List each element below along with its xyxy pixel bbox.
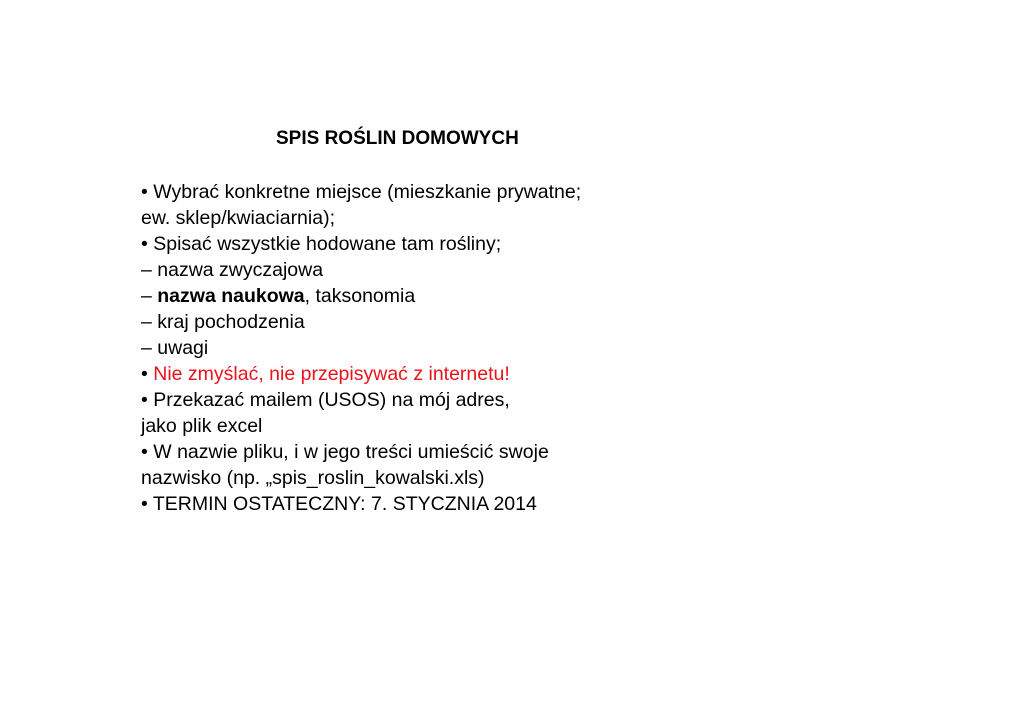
instruction-warning-text: Nie zmyślać, nie przepisywać z internetu!: [153, 363, 510, 385]
instruction-file-name-continued: nazwisko (np. „spis_roslin_kowalski.xls): [141, 467, 485, 489]
instruction-list-plants: • Spisać wszystkie hodowane tam rośliny;: [141, 233, 502, 255]
instruction-warning: [141, 361, 761, 387]
instruction-choose-place-continued: ew. sklep/kwiaciarnia);: [141, 207, 335, 229]
instruction-deadline: • TERMIN OSTATECZNY: 7. STYCZNIA 2014: [141, 493, 537, 515]
instruction-warning-bullet: •: [141, 363, 154, 385]
document-title: SPIS ROŚLIN DOMOWYCH: [276, 128, 519, 149]
subitem-scientific-name-suffix: , taksonomia: [304, 285, 416, 307]
subitem-scientific-name-dash: –: [141, 285, 158, 307]
subitem-notes: – uwagi: [141, 337, 209, 359]
instruction-send-email-continued: jako plik excel: [141, 415, 263, 437]
document-body: [141, 179, 761, 517]
subitem-common-name: – nazwa zwyczajowa: [141, 259, 324, 281]
subitem-scientific-name-bold: nazwa naukowa: [157, 285, 305, 307]
instruction-choose-place: • Wybrać konkretne miejsce (mieszkanie prywatne;: [141, 181, 582, 203]
subitem-country-of-origin: – kraj pochodzenia: [141, 311, 305, 333]
subitem-scientific-name: [141, 283, 761, 309]
instruction-send-email: • Przekazać mailem (USOS) na mój adres,: [141, 389, 510, 411]
instruction-file-name: • W nazwie pliku, i w jego treści umieścić swoje: [141, 441, 549, 463]
